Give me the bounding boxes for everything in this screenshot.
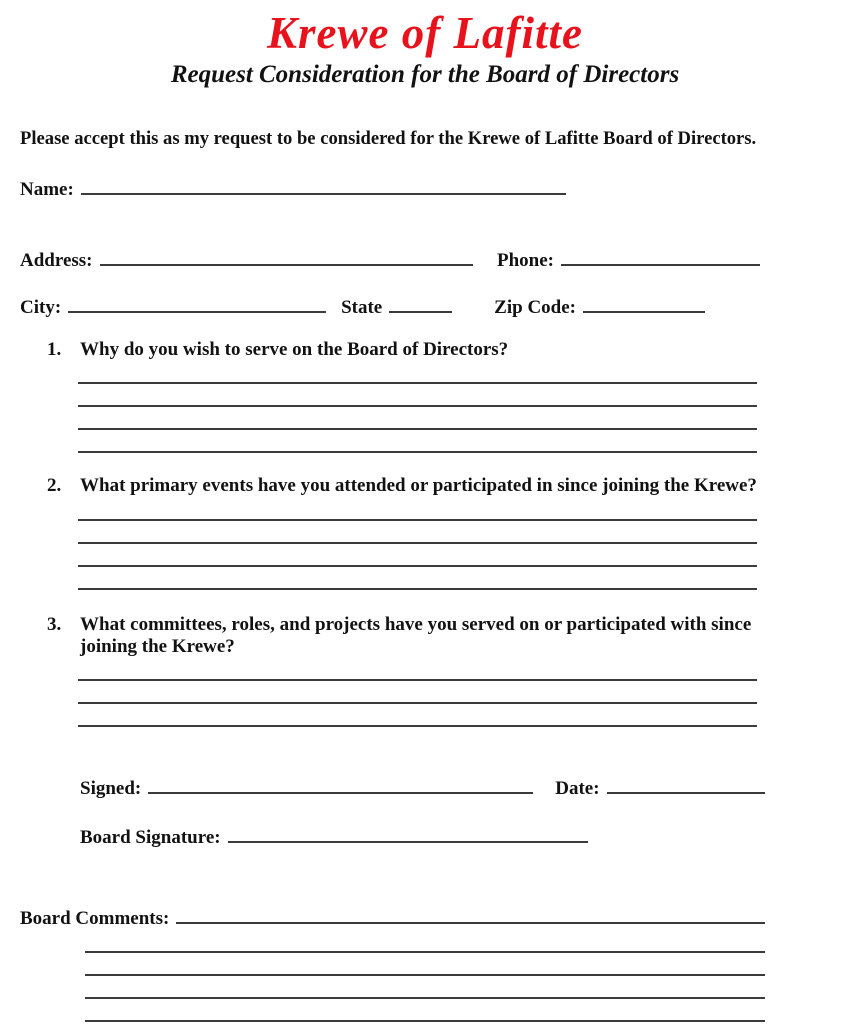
question-1-number: 1. <box>47 338 62 360</box>
answer-line[interactable] <box>78 544 757 567</box>
zip-group <box>494 294 705 319</box>
board-comments-row <box>20 905 765 930</box>
answer-line[interactable] <box>78 361 757 384</box>
board-comments-label: Board Comments: <box>20 908 170 930</box>
question-3-answer-area <box>78 658 757 727</box>
state-label: State <box>341 296 383 318</box>
answer-line[interactable] <box>85 930 765 953</box>
date-label: Date: <box>555 778 600 800</box>
answer-line[interactable] <box>78 681 757 704</box>
city-row <box>20 294 705 319</box>
address-field-line[interactable] <box>100 247 474 266</box>
phone-group <box>497 247 760 272</box>
question-3-number: 3. <box>47 613 62 635</box>
answer-line[interactable] <box>78 658 757 681</box>
intro-text: Please accept this as my request to be considered for the Krewe of Lafitte Board of Directors. <box>20 127 757 149</box>
page-title: Krewe of Lafitte <box>267 8 583 58</box>
question-3-text: What committees, roles, and projects have you served on or participated with since joining the Krewe? <box>80 613 752 657</box>
answer-line[interactable] <box>78 384 757 407</box>
question-1 <box>47 339 830 361</box>
board-signature-label: Board Signature: <box>80 827 221 849</box>
board-signature-field-line[interactable] <box>228 824 588 843</box>
page-subtitle: Request Consideration for the Board of Directors <box>170 60 680 88</box>
request-form-page <box>0 8 855 1032</box>
question-2-text: What primary events have you attended or participated in since joining the Krewe? <box>80 475 757 497</box>
address-label: Address: <box>20 249 93 271</box>
answer-line[interactable] <box>78 498 757 521</box>
name-row <box>20 176 830 201</box>
phone-field-line[interactable] <box>561 247 760 266</box>
address-group <box>20 247 497 272</box>
answer-line[interactable] <box>85 999 765 1022</box>
question-1-text: Why do you wish to serve on the Board of Directors? <box>80 338 509 360</box>
state-field-line[interactable] <box>389 294 452 313</box>
name-field-line[interactable] <box>81 176 566 195</box>
state-group <box>341 294 494 319</box>
answer-line[interactable] <box>78 407 757 430</box>
board-comments-field-line[interactable] <box>176 905 765 924</box>
question-2-number: 2. <box>47 475 62 497</box>
answer-line[interactable] <box>85 976 765 999</box>
zip-field-line[interactable] <box>583 294 705 313</box>
signed-row <box>80 775 765 800</box>
date-field-line[interactable] <box>607 775 765 794</box>
question-1-answer-area <box>78 361 757 453</box>
city-label: City: <box>20 296 62 318</box>
answer-line[interactable] <box>78 704 757 727</box>
question-2-answer-area <box>78 498 757 590</box>
question-3 <box>47 614 830 659</box>
question-2 <box>47 475 830 497</box>
city-field-line[interactable] <box>68 294 326 313</box>
answer-line[interactable] <box>78 521 757 544</box>
zip-label: Zip Code: <box>494 296 576 318</box>
signed-label: Signed: <box>80 778 142 800</box>
city-group <box>20 294 341 319</box>
answer-line[interactable] <box>78 430 757 453</box>
answer-line[interactable] <box>78 567 757 590</box>
phone-label: Phone: <box>497 249 554 271</box>
answer-line[interactable] <box>85 953 765 976</box>
board-comments-extra-area <box>85 930 765 1022</box>
name-label: Name: <box>20 178 74 200</box>
signed-field-line[interactable] <box>148 775 533 794</box>
board-signature-row <box>80 824 830 849</box>
address-row <box>20 247 760 272</box>
